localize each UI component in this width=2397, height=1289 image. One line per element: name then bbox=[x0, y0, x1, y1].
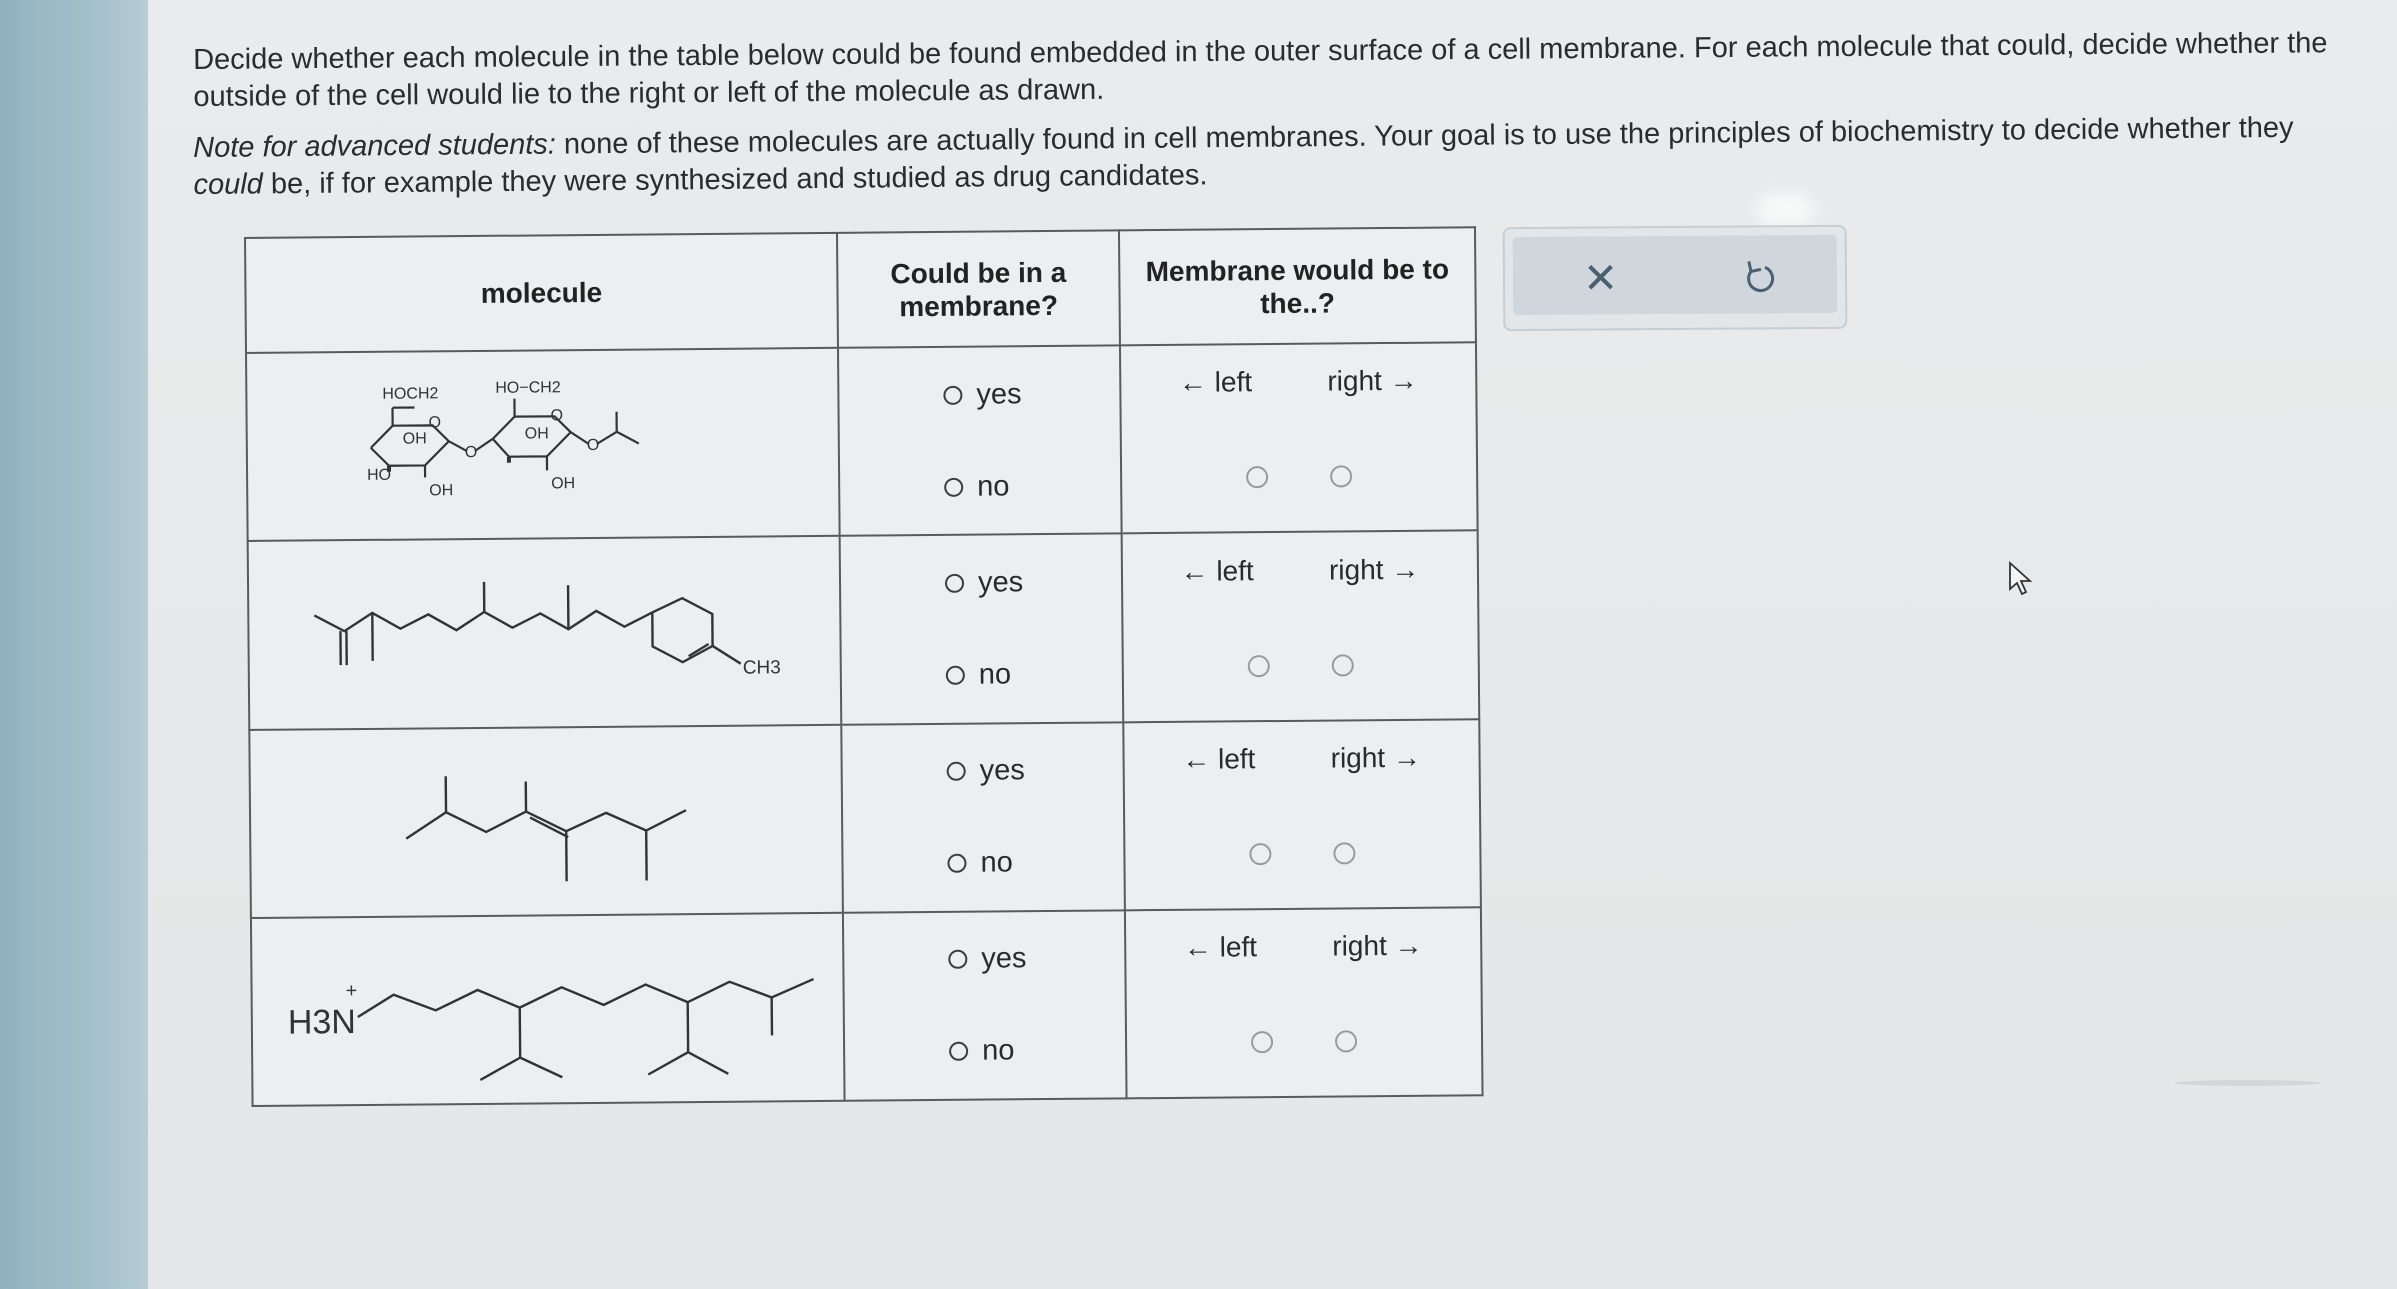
mouse-cursor-icon bbox=[2008, 561, 2034, 597]
label-plus: + bbox=[345, 979, 358, 1003]
table-row bbox=[248, 531, 1480, 730]
membrane-options-2 bbox=[840, 534, 1124, 725]
background-strip bbox=[0, 0, 148, 1289]
undo-icon[interactable] bbox=[1739, 255, 1779, 299]
side-options-3 bbox=[1123, 719, 1481, 910]
molecule-structure-3 bbox=[249, 724, 843, 917]
instructions-text: Decide whether each molecule in the table below could be found embedded in the outer surface of a cell membrane. For each molecule that could, decide whether the outside of the cell would lie to the right or left of the molecule as drawn. bbox=[193, 27, 2328, 113]
membrane-options-1 bbox=[838, 346, 1122, 537]
membrane-options-4 bbox=[843, 910, 1127, 1101]
side-right-label-2: right → bbox=[1328, 553, 1420, 586]
answer-tools-panel bbox=[1503, 225, 1848, 331]
note-emphasis: could bbox=[193, 168, 264, 201]
header-membrane-question: Could be in a membrane? bbox=[837, 230, 1120, 348]
label-ch3: CH3 bbox=[742, 656, 781, 679]
label-o1: O bbox=[428, 414, 442, 432]
radio-no-4[interactable] bbox=[949, 1042, 968, 1061]
label-oh1: OH bbox=[402, 430, 427, 449]
label-hoch2: HOCH2 bbox=[382, 385, 439, 404]
membrane-options-3 bbox=[841, 722, 1125, 913]
radio-yes-3[interactable] bbox=[947, 762, 966, 781]
radio-right-2[interactable] bbox=[1332, 654, 1354, 676]
option-yes-4[interactable]: yes bbox=[948, 933, 1124, 985]
label-o3: O bbox=[550, 407, 564, 425]
table-row bbox=[251, 907, 1483, 1106]
option-yes-1[interactable]: yes bbox=[943, 369, 1119, 421]
table-row bbox=[246, 343, 1478, 542]
label-oh2: OH bbox=[429, 482, 454, 500]
label-ho-ch2: HO−CH2 bbox=[495, 379, 561, 398]
side-left-label-2: ← left bbox=[1180, 554, 1254, 587]
ammonium-chain-structure bbox=[257, 927, 838, 1092]
radio-left-2[interactable] bbox=[1248, 655, 1270, 677]
option-no-1[interactable]: no bbox=[944, 461, 1120, 513]
label-o2: O bbox=[464, 444, 478, 462]
radio-right-3[interactable] bbox=[1333, 842, 1355, 864]
radio-yes-4[interactable] bbox=[948, 950, 967, 969]
side-options-2 bbox=[1122, 531, 1480, 722]
label-o4: O bbox=[586, 437, 600, 455]
option-no-2[interactable]: no bbox=[946, 649, 1122, 701]
radio-right-1[interactable] bbox=[1330, 466, 1352, 488]
question-table bbox=[244, 226, 1484, 1107]
disaccharide-structure bbox=[332, 363, 753, 527]
note-text-1: none of these molecules are actually found in cell membranes. Your goal is to use the principles of biochemistry to decide whether they bbox=[555, 111, 2294, 161]
option-yes-3[interactable]: yes bbox=[946, 745, 1122, 797]
label-ho: HO bbox=[367, 467, 392, 485]
note-text-2: be, if for example they were synthesized and studied as drug candidates. bbox=[262, 159, 1208, 201]
option-yes-2[interactable]: yes bbox=[945, 557, 1121, 609]
radio-right-4[interactable] bbox=[1335, 1030, 1357, 1052]
option-no-4[interactable]: no bbox=[949, 1025, 1125, 1077]
terpene-ring-structure bbox=[304, 551, 785, 715]
clear-icon[interactable]: ✕ bbox=[1582, 254, 1619, 302]
radio-no-1[interactable] bbox=[944, 478, 963, 497]
option-no-3[interactable]: no bbox=[947, 837, 1123, 889]
table-header-row bbox=[245, 227, 1476, 353]
side-left-label-3: ← left bbox=[1182, 742, 1256, 775]
label-oh4: OH bbox=[551, 475, 576, 493]
header-side-question: Membrane would be to the..? bbox=[1119, 227, 1476, 345]
branched-alkene-structure bbox=[395, 740, 696, 903]
label-h3n: H3N bbox=[287, 1002, 357, 1042]
note-lead: Note for advanced students: bbox=[193, 128, 557, 164]
screen-smudge bbox=[2175, 1080, 2320, 1086]
radio-no-3[interactable] bbox=[947, 854, 966, 873]
side-right-label-3: right → bbox=[1330, 741, 1422, 774]
header-molecule: molecule bbox=[245, 233, 838, 353]
table-row bbox=[249, 719, 1481, 918]
radio-left-4[interactable] bbox=[1251, 1031, 1273, 1053]
radio-no-2[interactable] bbox=[946, 666, 965, 685]
radio-yes-2[interactable] bbox=[945, 574, 964, 593]
side-options-1 bbox=[1120, 343, 1478, 534]
radio-left-1[interactable] bbox=[1246, 466, 1268, 488]
radio-left-3[interactable] bbox=[1249, 843, 1271, 865]
side-options-4 bbox=[1125, 907, 1483, 1098]
molecule-structure-1 bbox=[246, 348, 840, 541]
label-oh3: OH bbox=[524, 425, 549, 443]
side-left-label-1: ← left bbox=[1178, 366, 1253, 399]
molecule-structure-4 bbox=[251, 913, 845, 1106]
side-right-label-1: right → bbox=[1327, 365, 1418, 397]
screen-glare bbox=[1755, 192, 1815, 228]
radio-yes-1[interactable] bbox=[943, 386, 962, 405]
side-left-label-4: ← left bbox=[1183, 931, 1258, 963]
side-right-label-4: right → bbox=[1332, 929, 1423, 962]
molecule-structure-2 bbox=[248, 536, 842, 729]
